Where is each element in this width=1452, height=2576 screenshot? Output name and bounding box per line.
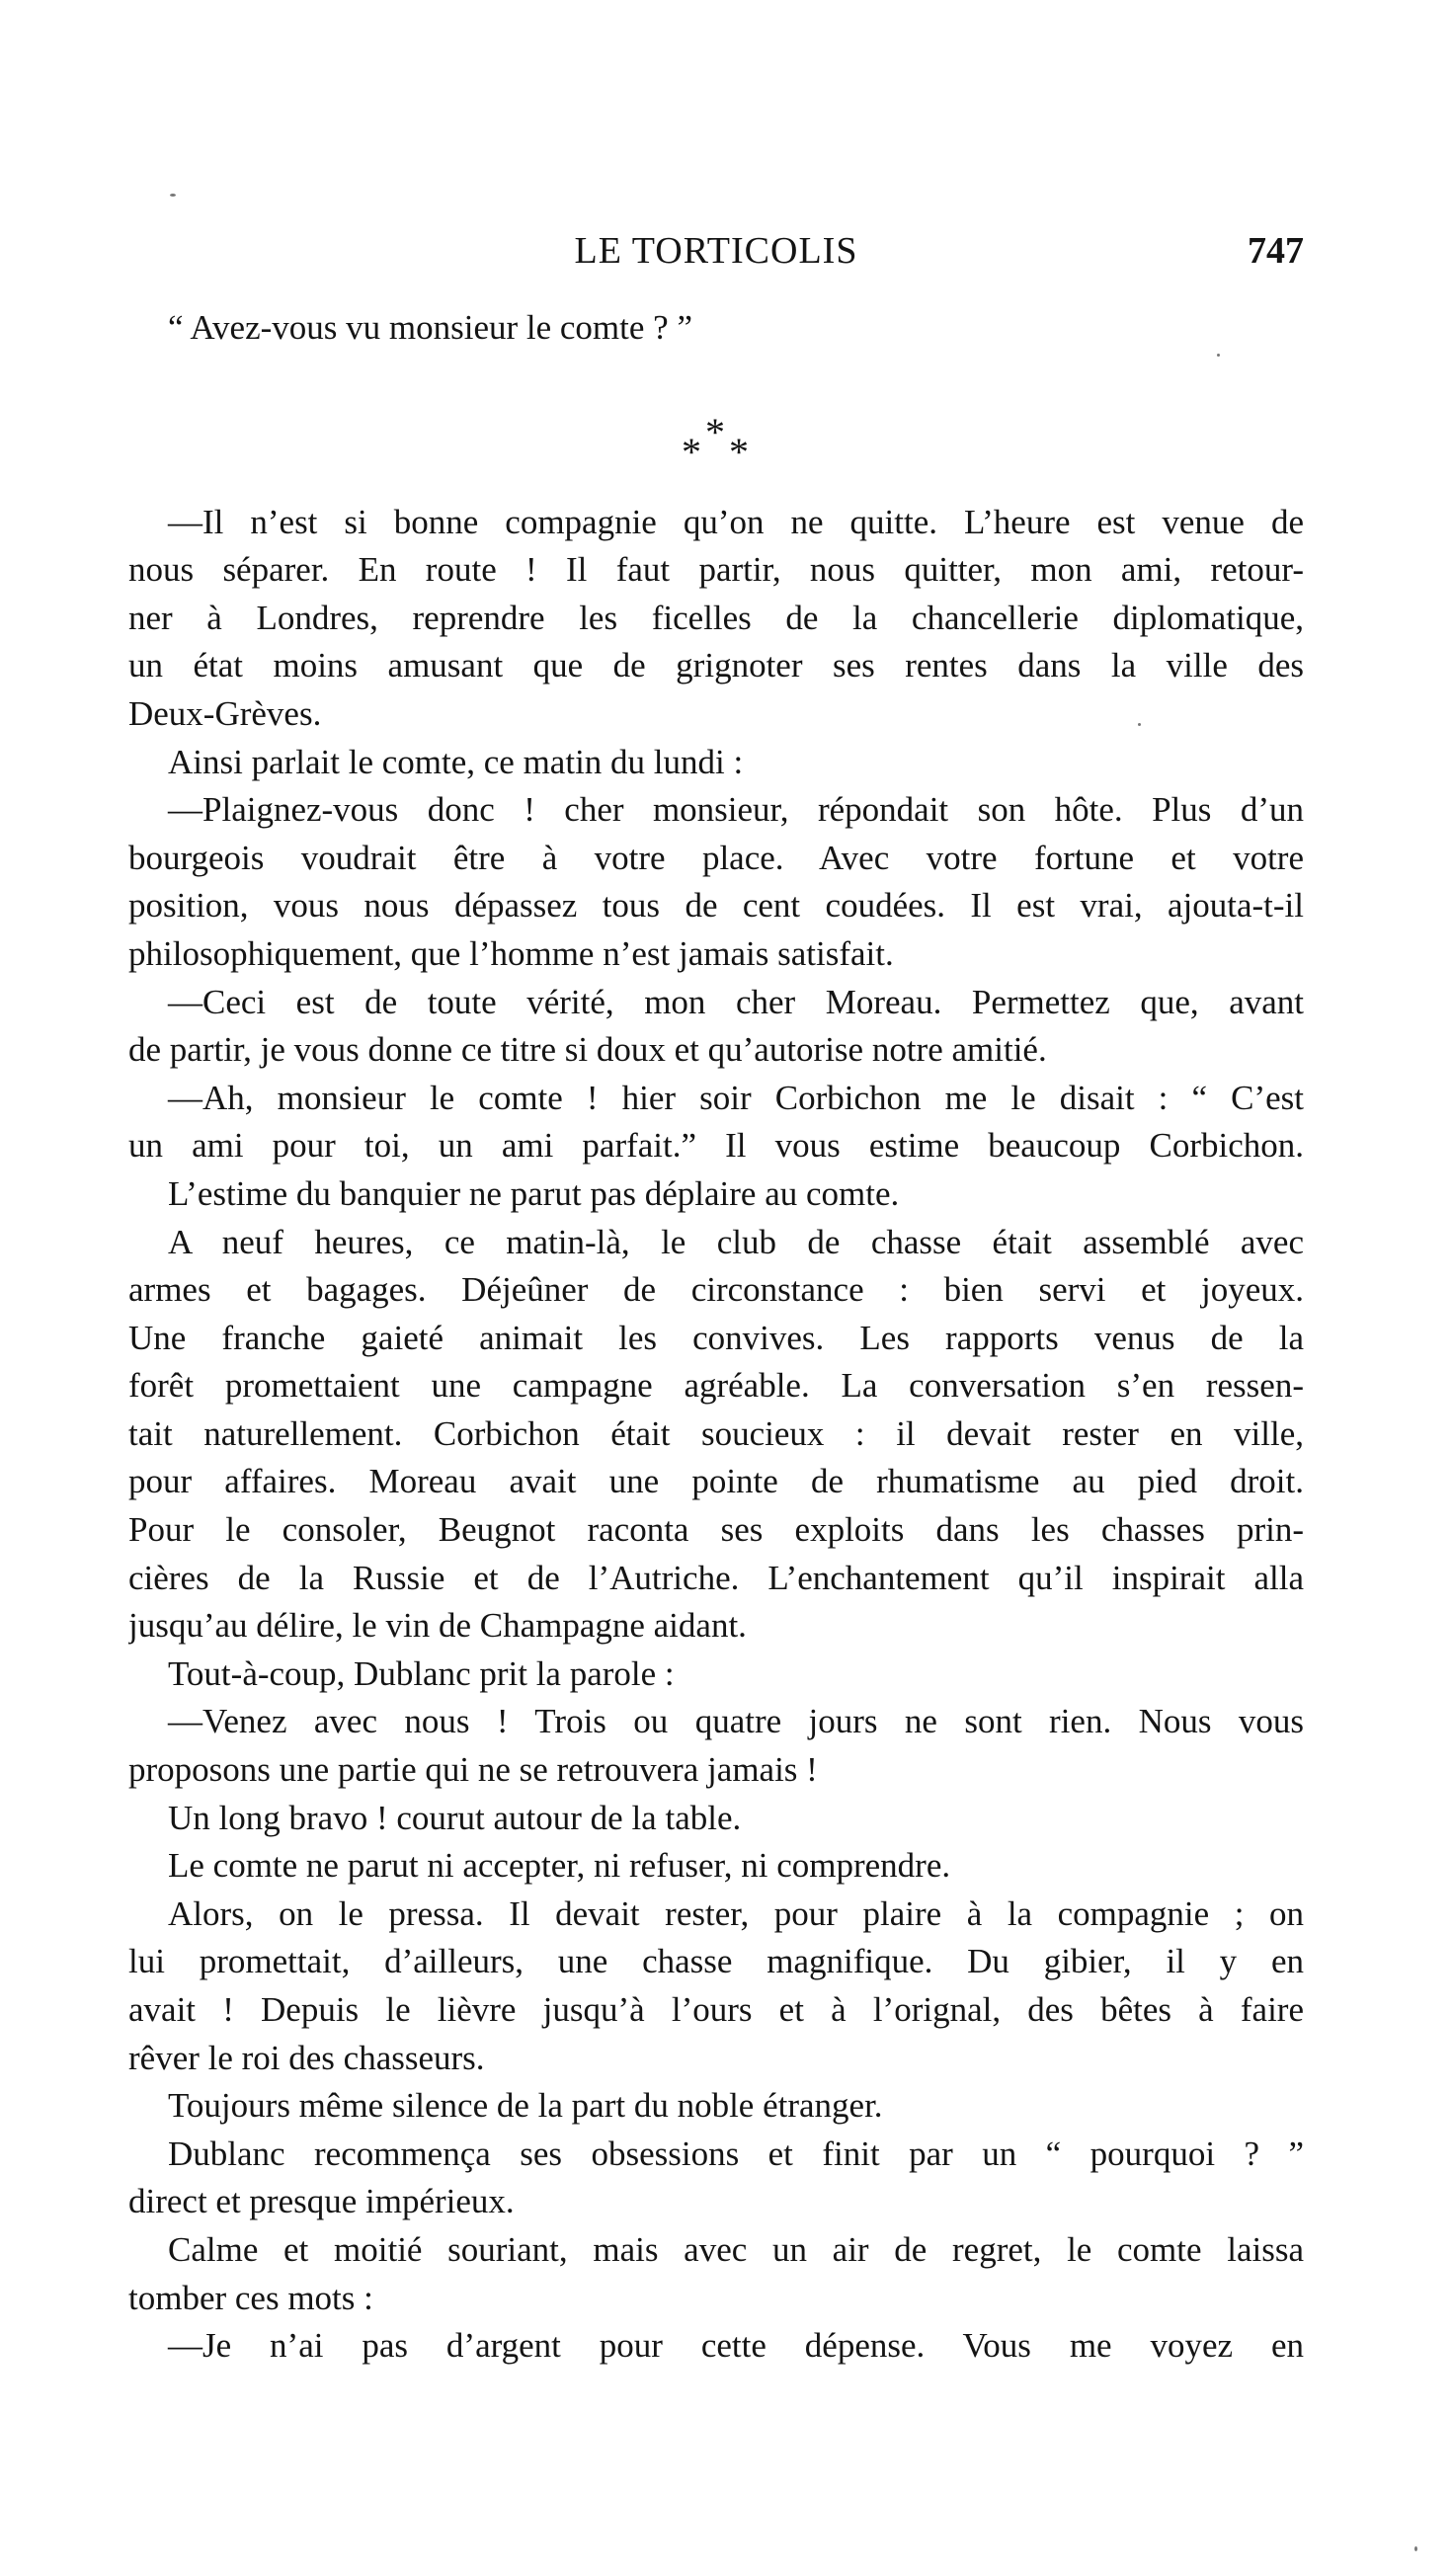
text-line: —Je n’ai pas d’argent pour cette dépense. Vous me voyez en (168, 2326, 1304, 2366)
text-line: direct et presque impérieux. (128, 2182, 515, 2221)
text-line: Alors, on le pressa. Il devait rester, pour plaire à la compagnie ; on (168, 1893, 1304, 1933)
text-line: lui promettait, d’ailleurs, une chasse magnifique. Du gibier, il y en (128, 1942, 1304, 1981)
text-line: Ainsi parlait le comte, ce matin du lundi : (168, 742, 744, 781)
text-line: armes et bagages. Déjeûner de circonstance : bien servi et joyeux. (128, 1270, 1304, 1310)
text-line: —Ah, monsieur le comte ! hier soir Corbichon me le disait : “ C’est (168, 1078, 1304, 1117)
text-line: un ami pour toi, un ami parfait.” Il vous estime beaucoup Corbichon. (128, 1126, 1304, 1166)
text-line: —Plaignez-vous donc ! cher monsieur, répondait son hôte. Plus d’un (168, 790, 1304, 830)
text-line: —Venez avec nous ! Trois ou quatre jours ne sont rien. Nous vous (168, 1702, 1304, 1741)
running-title: LE TORTICOLIS (574, 230, 858, 272)
text-line: ner à Londres, reprendre les ficelles de la chancellerie diplomatique, (128, 598, 1304, 637)
text-line: position, vous nous dépassez tous de cent coudées. Il est vrai, ajouta-t-il (128, 886, 1304, 926)
text-line: forêt promettaient une campagne agréable. La conversation s’en ressen- (128, 1366, 1304, 1406)
text-line: Une franche gaieté animait les convives. Les rapports venus de la (128, 1318, 1304, 1357)
page-number: 747 (1248, 230, 1304, 272)
text-line: rêver le roi des chasseurs. (128, 2038, 485, 2077)
text-line: Le comte ne parut ni accepter, ni refuser, ni comprendre. (168, 1846, 951, 1886)
text-line: pour affaires. Moreau avait une pointe de rhumatisme au pied droit. (128, 1462, 1304, 1501)
text-line: “ Avez-vous vu monsieur le comte ? ” (168, 308, 692, 347)
text-line: nous séparer. En route ! Il faut partir, nous quitter, mon ami, retour- (128, 550, 1304, 590)
text-line: tait naturellement. Corbichon était soucieux : il devait rester en ville, (128, 1413, 1304, 1453)
text-line: A neuf heures, ce matin-là, le club de chasse était assemblé avec (168, 1222, 1304, 1261)
text-line: Calme et moitié souriant, mais avec un air de regret, le comte laissa (168, 2229, 1304, 2269)
text-line: cières de la Russie et de l’Autriche. L’enchantement qu’il inspirait alla (128, 1558, 1304, 1597)
asterisk: * (705, 410, 725, 454)
text-line: tomber ces mots : (128, 2278, 373, 2317)
paper-speck (170, 194, 176, 197)
text-line: avait ! Depuis le lièvre jusqu’à l’ours et à l’orignal, des bêtes à faire (128, 1990, 1304, 2029)
body-text (128, 304, 1304, 2371)
paper-speck (1414, 2546, 1417, 2551)
asterisk: * (682, 430, 701, 474)
separator-gap (128, 353, 1304, 499)
text-line: de partir, je vous donne ce titre si doux et qu’autorise notre amitié. (128, 1030, 1047, 1070)
text-line: Pour le consoler, Beugnot raconta ses exploits dans les chasses prin- (128, 1510, 1304, 1550)
text-line: Deux-Grèves. (128, 693, 322, 733)
text-line: L’estime du banquier ne parut pas déplaire au comte. (168, 1173, 900, 1213)
text-line: un état moins amusant que de grignoter ses rentes dans la ville des (128, 646, 1304, 685)
text-line: philosophiquement, que l’homme n’est jamais satisfait. (128, 933, 894, 973)
text-line: Tout-à-coup, Dublanc prit la parole : (168, 1653, 675, 1693)
text-line: bourgeois voudrait être à votre place. Avec votre fortune et votre (128, 838, 1304, 877)
text-line: —Il n’est si bonne compagnie qu’on ne quitte. L’heure est venue de (168, 502, 1304, 541)
page-header (128, 229, 1304, 284)
text-line: Dublanc recommença ses obsessions et finit par un “ pourquoi ? ” (168, 2133, 1304, 2173)
text-line: Toujours même silence de la part du noble étranger. (168, 2086, 883, 2126)
text-line: jusqu’au délire, le vin de Champagne aidant. (128, 1606, 747, 1646)
text-line: Un long bravo ! courut autour de la table. (168, 1798, 742, 1837)
text-line: —Ceci est de toute vérité, mon cher Moreau. Permettez que, avant (168, 982, 1304, 1021)
text-line: proposons une partie qui ne se retrouvera jamais ! (128, 1750, 818, 1790)
asterisk: * (729, 430, 749, 474)
